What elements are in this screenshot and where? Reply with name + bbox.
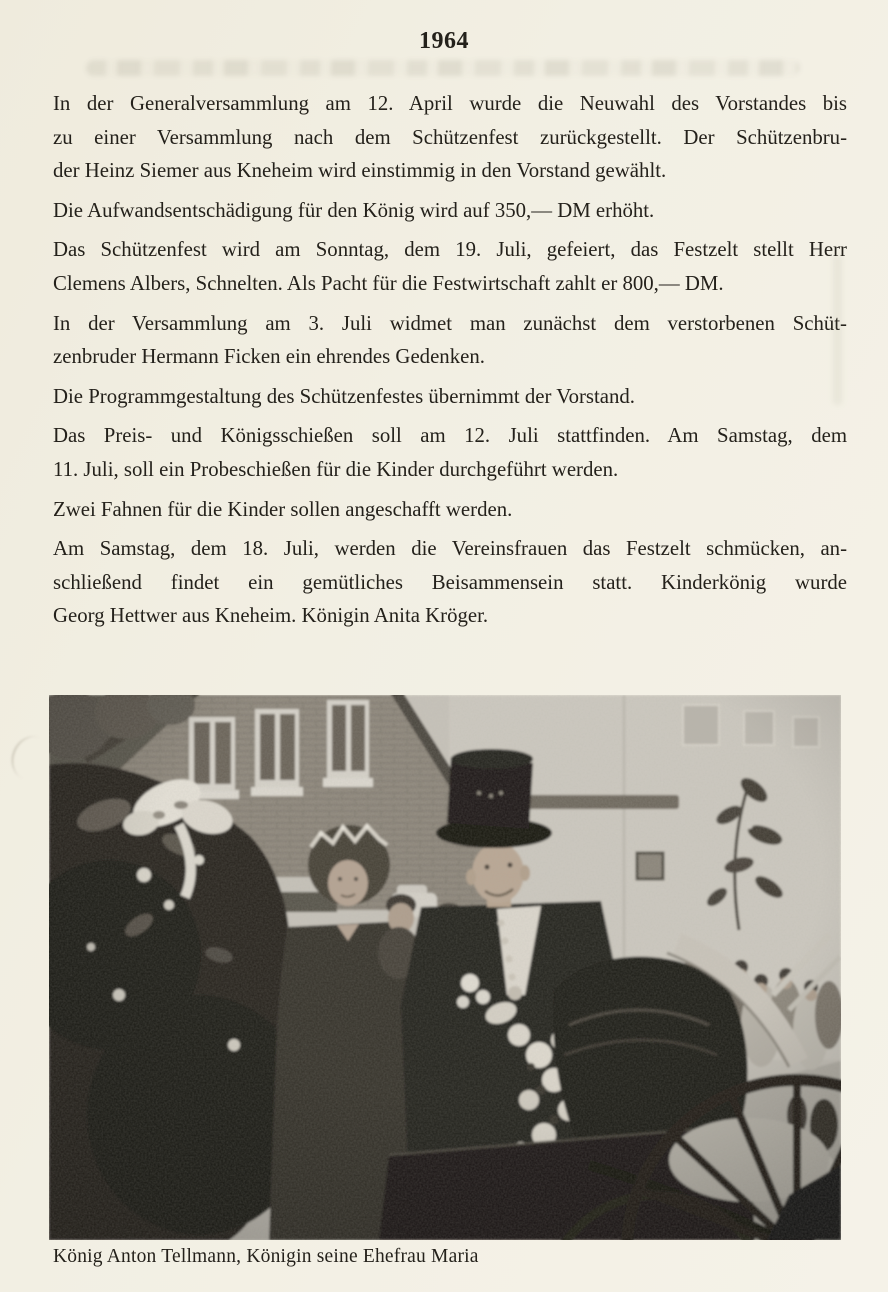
text-line: Clemens Albers, Schnelten. Als Pacht für die Festwirtschaft zahlt er 800,— DM. (53, 271, 724, 295)
text-line: Die Aufwandsentschädigung für den König wird auf 350,— DM erhöht. (53, 198, 655, 222)
text-line: zenbruder Hermann Ficken ein ehrendes Gedenken. (53, 345, 485, 369)
paragraph (53, 233, 847, 300)
photo-figure (49, 695, 841, 1240)
photo-grain (49, 695, 841, 1240)
text-line: Die Programmgestaltung des Schützenfestes übernimmt der Vorstand. (53, 384, 636, 408)
text-line: In der Generalversammlung am 12. April wurde die Neuwahl des Vorstandes bis (53, 92, 847, 115)
bleedthrough-text-ghost (86, 60, 801, 76)
text-line: Zwei Fahnen für die Kinder sollen angeschafft werden. (53, 497, 513, 521)
margin-smudge (833, 255, 842, 405)
paragraph (53, 419, 847, 486)
text-line: zu einer Versammlung nach dem Schützenfest zurückgestellt. Der Schützenbru- (53, 125, 847, 149)
paragraph (53, 87, 847, 188)
page-title-year: 1964 (419, 28, 469, 54)
text-line: In der Versammlung am 3. Juli widmet man zunächst dem verstorbenen Schüt- (53, 311, 847, 335)
paragraph (53, 532, 847, 633)
text-line: schließend findet ein gemütliches Beisammensein statt. Kinderkönig wurde (53, 570, 847, 594)
text-line: der Heinz Siemer aus Kneheim wird einstimmig in den Vorstand gewählt. (53, 159, 667, 183)
paragraph (53, 380, 847, 414)
text-line: Am Samstag, dem 18. Juli, werden die Vereinsfrauen das Festzelt schmücken, an- (53, 537, 847, 561)
paragraph (53, 307, 847, 374)
text-line: 11. Juli, soll ein Probeschießen für die Kinder durchgeführt werden. (53, 457, 619, 481)
text-line: Georg Hettwer aus Kneheim. Königin Anita Kröger. (53, 604, 489, 628)
paragraph (53, 194, 847, 228)
festival-carriage-photo (49, 695, 841, 1240)
text-line: Das Schützenfest wird am Sonntag, dem 19. Juli, gefeiert, das Festzelt stellt Herr (53, 238, 847, 262)
photo-caption: König Anton Tellmann, Königin seine Ehefrau Maria (53, 1246, 479, 1267)
text-line: Das Preis- und Königsschießen soll am 12. Juli stattfinden. Am Samstag, dem (53, 424, 847, 448)
body-text (53, 87, 847, 639)
paragraph (53, 493, 847, 527)
